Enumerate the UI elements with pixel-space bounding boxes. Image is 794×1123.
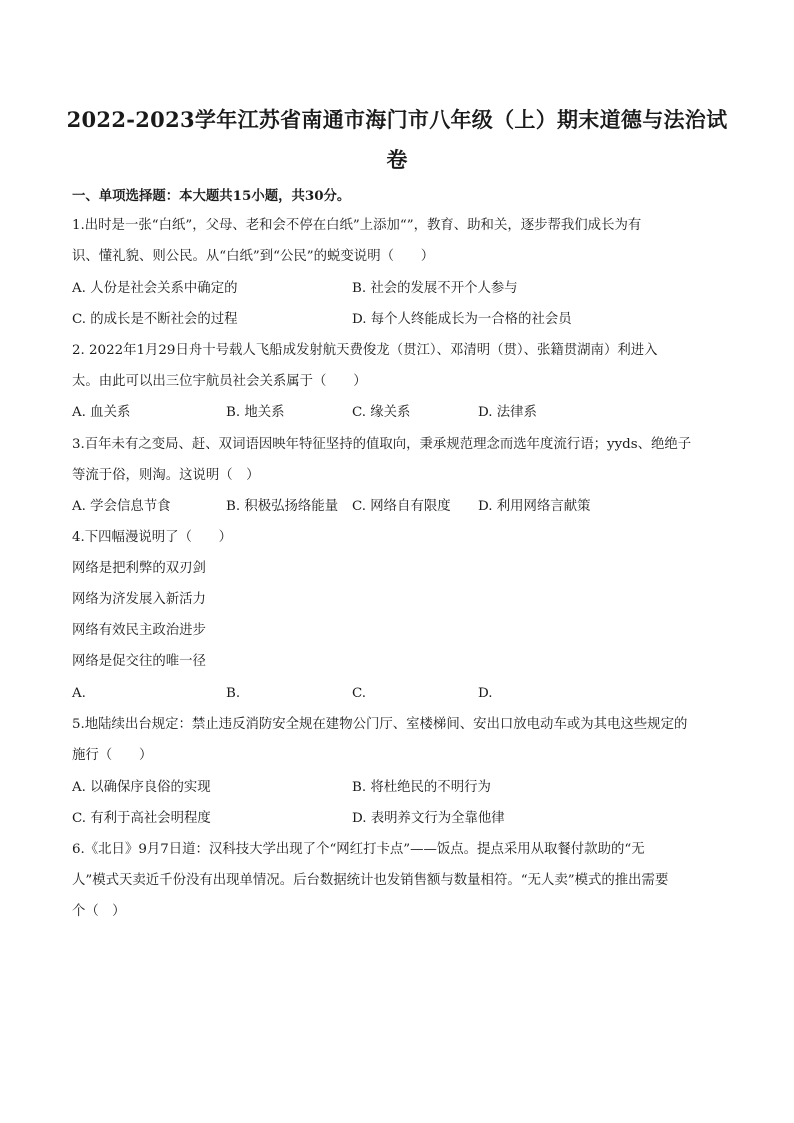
q3-stem-line1: 3.百年未有之变局、赶、双词语因映年特征坚持的值取向，秉承规范理念而选年度流行语；yyds、绝绝子 (72, 437, 692, 452)
section-header: 一、单项选择题：本大题共15小题，共30分。 (72, 188, 351, 204)
q6-stem-line3: 个（ ） (72, 904, 126, 919)
q4-item-3: 网络有效民主政治进步 (72, 623, 206, 638)
q4-item-1: 网络是把利弊的双刃剑 (72, 561, 206, 576)
q6-stem-line2: 人”模式天卖近千份没有出现单情况。后台数据统计也发销售额与数量相符。“无人卖”模式的推出需要 (72, 873, 669, 888)
q4-item-4: 网络是促交往的唯一径 (72, 654, 206, 669)
q3-stem-line2: 等流于俗，则淘。这说明（ ） (72, 468, 260, 483)
q2-option-c: C. 缘关系 (352, 405, 411, 420)
q5-option-c: C. 有利于高社会明程度 (72, 811, 211, 826)
q3-option-a: A. 学会信息节食 (72, 499, 171, 514)
q2-stem-line2: 太。由此可以出三位宇航员社会关系属于（ ） (72, 374, 367, 389)
q4-option-c: C. (352, 686, 367, 701)
q6-stem-line1: 6.《北日》9月7日道：汉科技大学出现了个“网红打卡点”——饭点。提点采用从取餐付款助的“无 (72, 842, 645, 857)
q1-option-d: D. 每个人终能成长为一合格的社会员 (352, 312, 572, 327)
q5-option-b: B. 将杜绝民的不明行为 (352, 780, 491, 795)
q4-item-2: 网络为济发展入新活力 (72, 592, 206, 607)
q5-stem-line1: 5.地陆续出台规定：禁止违反消防安全规在建物公门厅、室楼梯间、安出口放电动车或为其电这些规定的 (72, 717, 688, 732)
q5-option-a: A. 以确保序良俗的实现 (72, 780, 211, 795)
exam-title-line2: 卷 (386, 147, 408, 172)
q1-option-b: B. 社会的发展不开个人参与 (352, 281, 518, 296)
q4-option-b: B. (226, 686, 241, 701)
q4-option-a: A. (72, 686, 86, 701)
q1-stem-line1: 1.出时是一张“白纸”，父母、老和会不停在白纸”上添加“”，教育、助和关，逐步帮我们成长为有 (72, 218, 642, 233)
q2-option-b: B. 地关系 (226, 405, 285, 420)
q1-stem-line2: 识、懂礼貌、则公民。从“白纸”到“公民”的蜕变说明（ ） (72, 249, 435, 264)
q2-option-d: D. 法律系 (478, 405, 537, 420)
q4-stem: 4.下四幅漫说明了（ ） (72, 530, 233, 545)
q2-option-a: A. 血关系 (72, 405, 131, 420)
q1-option-a: A. 人份是社会关系中确定的 (72, 281, 238, 296)
q2-stem-line1: 2. 2022年1月29日舟十号载人飞船成发射航天费俊龙（贯江）、邓清明（贯）、张籍贯湖南）利进入 (72, 343, 658, 358)
q1-option-c: C. 的成长是不断社会的过程 (72, 312, 238, 327)
exam-title-line1: 2022-2023学年江苏省南通市海门市八年级（上）期末道德与法治试 (66, 107, 728, 132)
q5-stem-line2: 施行（ ） (72, 748, 153, 763)
q4-option-d: D. (478, 686, 493, 701)
q3-option-c: C. 网络自有限度 (352, 499, 451, 514)
q3-option-b: B. 积极弘扬络能量 (226, 499, 339, 514)
q3-option-d: D. 利用网络言献策 (478, 499, 591, 514)
q5-option-d: D. 表明养文行为全靠他律 (352, 811, 505, 826)
